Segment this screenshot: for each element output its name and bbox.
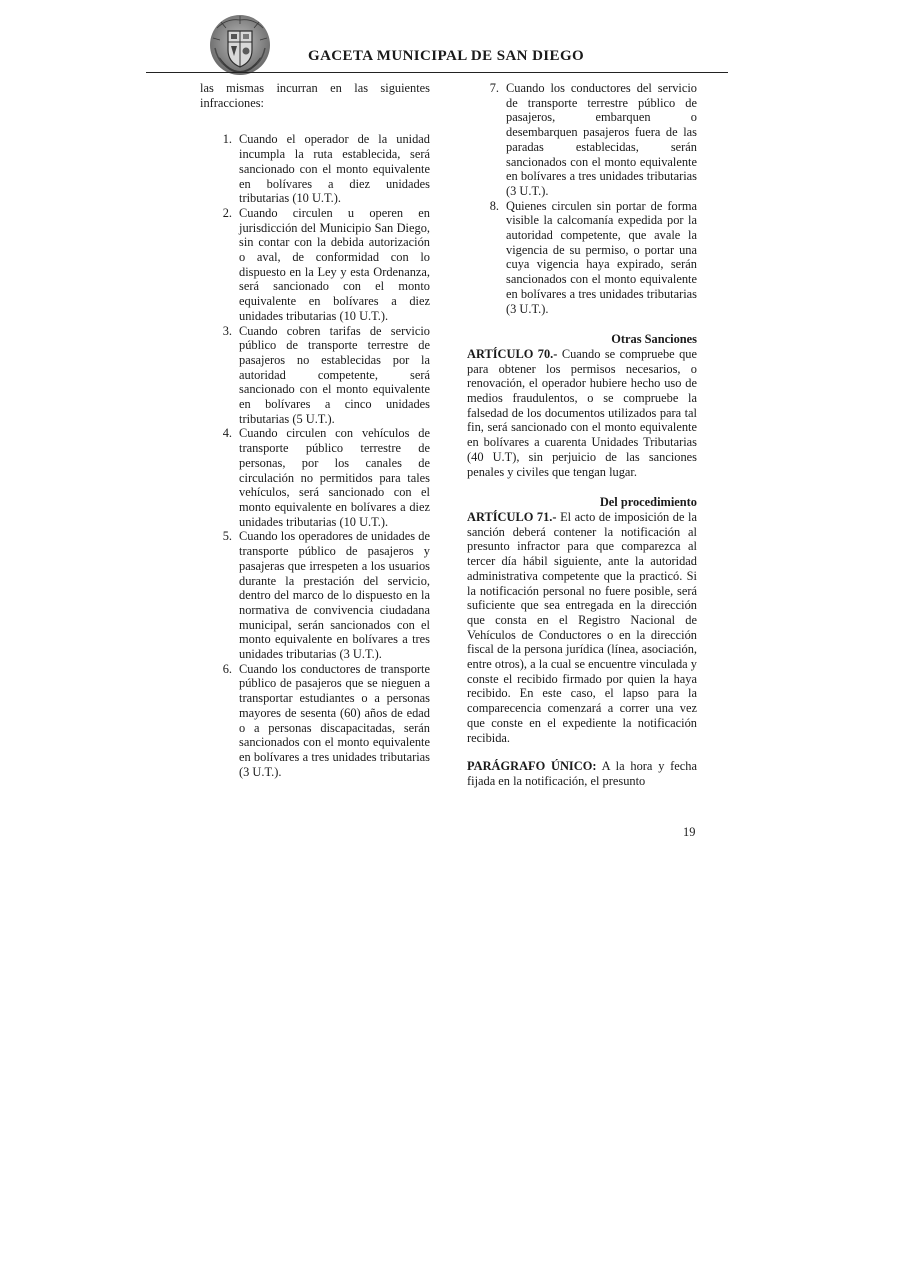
infraction-list-left [200, 132, 430, 779]
list-item-text: Cuando circulen con vehículos de transporte público terrestre de personas, por los canales de circulación no permitidos para tales vehículos, será sancionado con el monto equivalente en bolívares a diez unidades tributarias (10 U.T.). [239, 426, 430, 529]
municipal-seal-icon [209, 14, 271, 76]
list-item [200, 132, 430, 206]
infraction-list-right [467, 81, 697, 316]
paragrafo-unico [467, 759, 697, 788]
list-item-number: 2. [222, 205, 232, 220]
list-item [200, 529, 430, 661]
list-item [467, 81, 697, 199]
list-item-number: 3. [222, 323, 232, 338]
list-item-text: Quienes circulen sin portar de forma visible la calcomanía expedida por la autoridad competente, que avale la vigencia de su permiso, o portar una cuya vigencia haya expirado, serán sancionados con el monto equivalente en bolívares a tres unidades tributarias (3 U.T.). [506, 198, 697, 316]
list-item [200, 324, 430, 427]
list-item [200, 662, 430, 780]
article-70-text: Cuando se compruebe que para obtener los permisos necesarios, o renovación, el operador hubiere hecho uso de medios fraudulentos, o se compruebe la falsedad de los documentos utilizados para tal fin, será sancionado con el monto equivalente en bolívares a cuarenta Unidades Tributarias (40 U.T), sin perjuicio de las sanciones penales y civiles que tengan lugar. [467, 346, 697, 479]
list-item-text: Cuando cobren tarifas de servicio público de transporte terrestre de pasajeros no establecidas por la autoridad competente, será sancionado con el monto equivalente en bolívares a cinco unidades tributarias (5 U.T.). [239, 323, 430, 426]
right-column [467, 81, 697, 789]
page-number: 19 [683, 825, 696, 839]
paragrafo-unico-text: A la hora y fecha fijada en la notificación, el presunto [467, 759, 698, 788]
list-item-number: 1. [222, 132, 232, 147]
section-heading-otras-sanciones: Otras Sanciones [611, 332, 697, 347]
article-70-label: ARTÍCULO 70.- [467, 346, 558, 361]
section-heading-procedimiento: Del procedimiento [599, 495, 697, 510]
page-header [0, 0, 905, 75]
list-item-text: Cuando el operador de la unidad incumpla la ruta establecida, será sancionado con el monto equivalente en bolívares a diez unidades tributarias (10 U.T.). [239, 132, 430, 206]
list-item-text: Cuando circulen u operen en jurisdicción del Municipio San Diego, sin contar con la debida autorización o aval, de conformidad con lo dispuesto en la Ley y esta Ordenanza, será sancionado con el monto equivalente en bolívares a diez unidades tributarias (10 U.T.). [239, 205, 430, 323]
article-71 [467, 510, 697, 745]
article-70 [467, 347, 697, 479]
list-item-number: 6. [222, 661, 232, 676]
intro-text: las mismas incurran en las siguientes infracciones: [200, 81, 430, 110]
article-71-label: ARTÍCULO 71.- [467, 509, 557, 524]
article-71-text: El acto de imposición de la sanción deberá contener la notificación al presunto infractor para que comparezca al tercer día hábil siguiente, ante la autoridad administrativa competente que la practicó. Si la notificación personal no fuere posible, será suficiente que sea entregada en la dirección que consta en el Registro Nacional de Vehículos de Conductores o en la dirección fiscal de la persona jurídica (línea, asociación, entre otros), a la cual se encuentre vinculada y conste el recibido firmado por quien la haya recibido. En este caso, el lapso para la comparecencia comenzará a correr una vez que conste en el expediente la notificación recibida. [467, 509, 697, 745]
header-divider [146, 72, 728, 73]
list-item [200, 206, 430, 324]
list-item [200, 426, 430, 529]
list-item-text: Cuando los conductores de transporte público de pasajeros que se nieguen a transportar estudiantes o a personas mayores de sesenta (60) años de edad o a personas discapacitadas, serán sancionados con el monto equivalente en bolívares a tres unidades tributarias (3 U.T.). [239, 661, 430, 779]
list-item [467, 199, 697, 317]
list-item-number: 4. [222, 426, 232, 441]
list-item-number: 5. [222, 529, 232, 544]
gazette-title: GACETA MUNICIPAL DE SAN DIEGO [308, 48, 585, 64]
list-item-number: 8. [489, 198, 499, 213]
list-item-text: Cuando los operadores de unidades de transporte público de pasajeros y pasajeras que irrespeten a los usuarios durante la prestación del servicio, dentro del marco de lo dispuesto en la normativa de convivencia ciudadana municipal, serán sancionados con el monto equivalente en bolívares a tres unidades tributarias (3 U.T.). [239, 529, 430, 662]
list-item-number: 7. [489, 81, 499, 95]
list-item-text: Cuando los conductores del servicio de transporte terrestre público de pasajeros, embarquen o desembarquen pasajeros fuera de las paradas establecidas, serán sancionados con el monto equivalente en bolívares a tres unidades tributarias (3 U.T.). [506, 81, 697, 198]
left-column [200, 81, 430, 779]
paragrafo-unico-label: PARÁGRAFO ÚNICO: [467, 759, 597, 774]
